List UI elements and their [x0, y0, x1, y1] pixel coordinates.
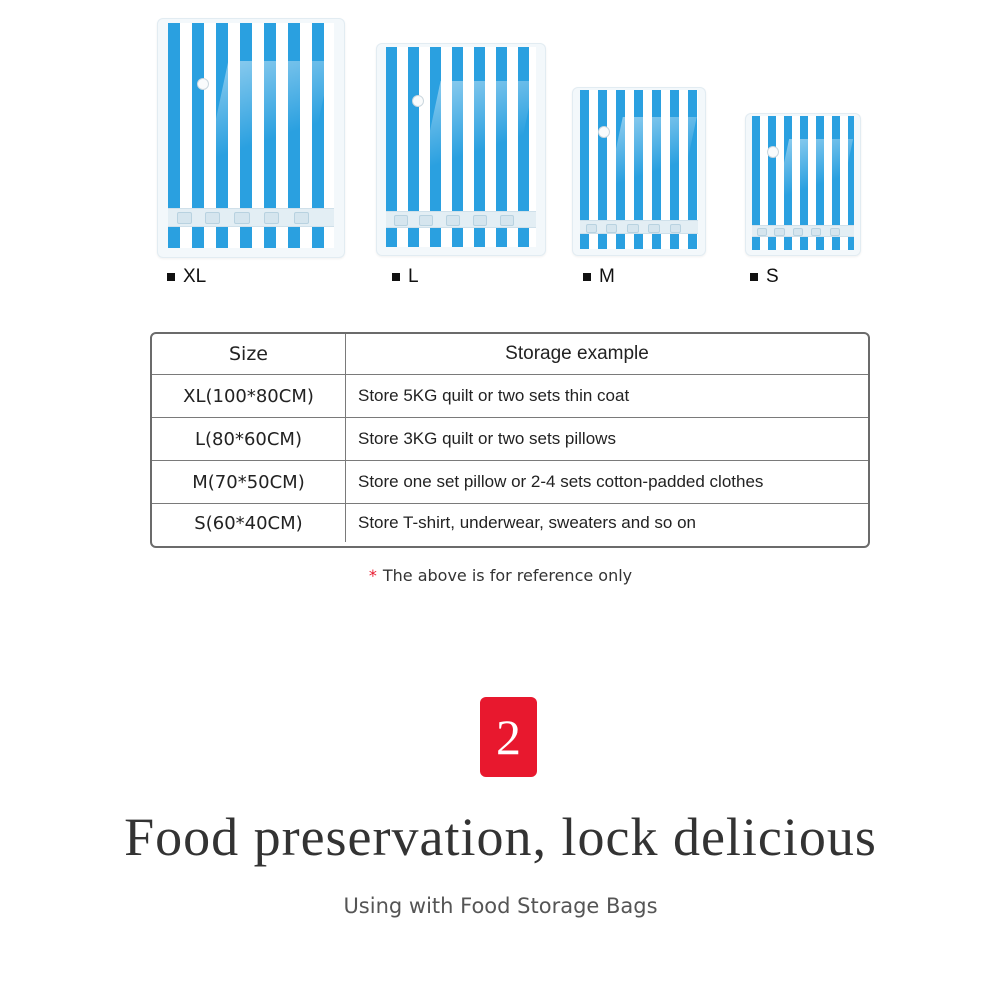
table-row: [152, 418, 868, 461]
valve-icon: [412, 95, 424, 107]
asterisk-icon: *: [368, 566, 377, 585]
bag-stripes: [752, 116, 854, 228]
table-cell-example: Store T-shirt, underwear, sweaters and so on: [358, 513, 696, 532]
size-label-m: [583, 266, 615, 288]
valve-icon: [197, 78, 209, 90]
size-label-text: XL: [183, 266, 207, 287]
size-table: [150, 332, 870, 548]
bag-seal: [168, 208, 333, 227]
table-row: [152, 461, 868, 504]
bag-s-image: [745, 113, 861, 256]
table-header-example: Storage example: [505, 343, 649, 364]
size-label-text: S: [766, 266, 779, 287]
table-cell-example: Store 3KG quilt or two sets pillows: [358, 429, 616, 448]
table-cell-size: XL(100*80CM): [152, 375, 346, 417]
table-row: [152, 504, 868, 542]
table-cell-example: Store one set pillow or 2-4 sets cotton-padded clothes: [358, 472, 764, 491]
bag-xl-image: [157, 18, 345, 258]
section-subtitle: Using with Food Storage Bags: [343, 894, 658, 918]
bag-lower-stripes: [168, 227, 333, 249]
size-label-l: [392, 266, 419, 288]
valve-icon: [767, 146, 779, 158]
bag-stripes: [168, 23, 333, 210]
bag-lower-stripes: [386, 228, 536, 247]
bag-lower-stripes: [752, 237, 854, 250]
table-header-row: [152, 334, 868, 375]
section-number-badge: 2: [480, 697, 537, 777]
bullet-icon: [392, 273, 400, 281]
reference-note-text: The above is for reference only: [382, 566, 633, 585]
table-header-size: Size: [152, 334, 346, 374]
size-label-s: [750, 266, 779, 288]
section-title: Food preservation, lock delicious: [124, 807, 877, 867]
table-row: [152, 375, 868, 418]
bag-stripes: [580, 90, 698, 222]
bag-m-image: [572, 87, 706, 256]
size-label-text: L: [408, 266, 419, 287]
bullet-icon: [167, 273, 175, 281]
valve-icon: [598, 126, 610, 138]
reference-note: [0, 566, 1001, 585]
bag-stripes: [386, 47, 536, 213]
size-label-text: M: [599, 266, 615, 287]
bullet-icon: [583, 273, 591, 281]
bag-seal: [580, 220, 698, 234]
bullet-icon: [750, 273, 758, 281]
bag-l-image: [376, 43, 546, 256]
table-cell-size: S(60*40CM): [152, 504, 346, 542]
table-cell-size: M(70*50CM): [152, 461, 346, 503]
table-cell-size: L(80*60CM): [152, 418, 346, 460]
size-label-xl: [167, 266, 206, 288]
bag-seal: [386, 211, 536, 228]
table-cell-example: Store 5KG quilt or two sets thin coat: [358, 386, 630, 405]
bag-lower-stripes: [580, 234, 698, 249]
bag-seal: [752, 225, 854, 237]
